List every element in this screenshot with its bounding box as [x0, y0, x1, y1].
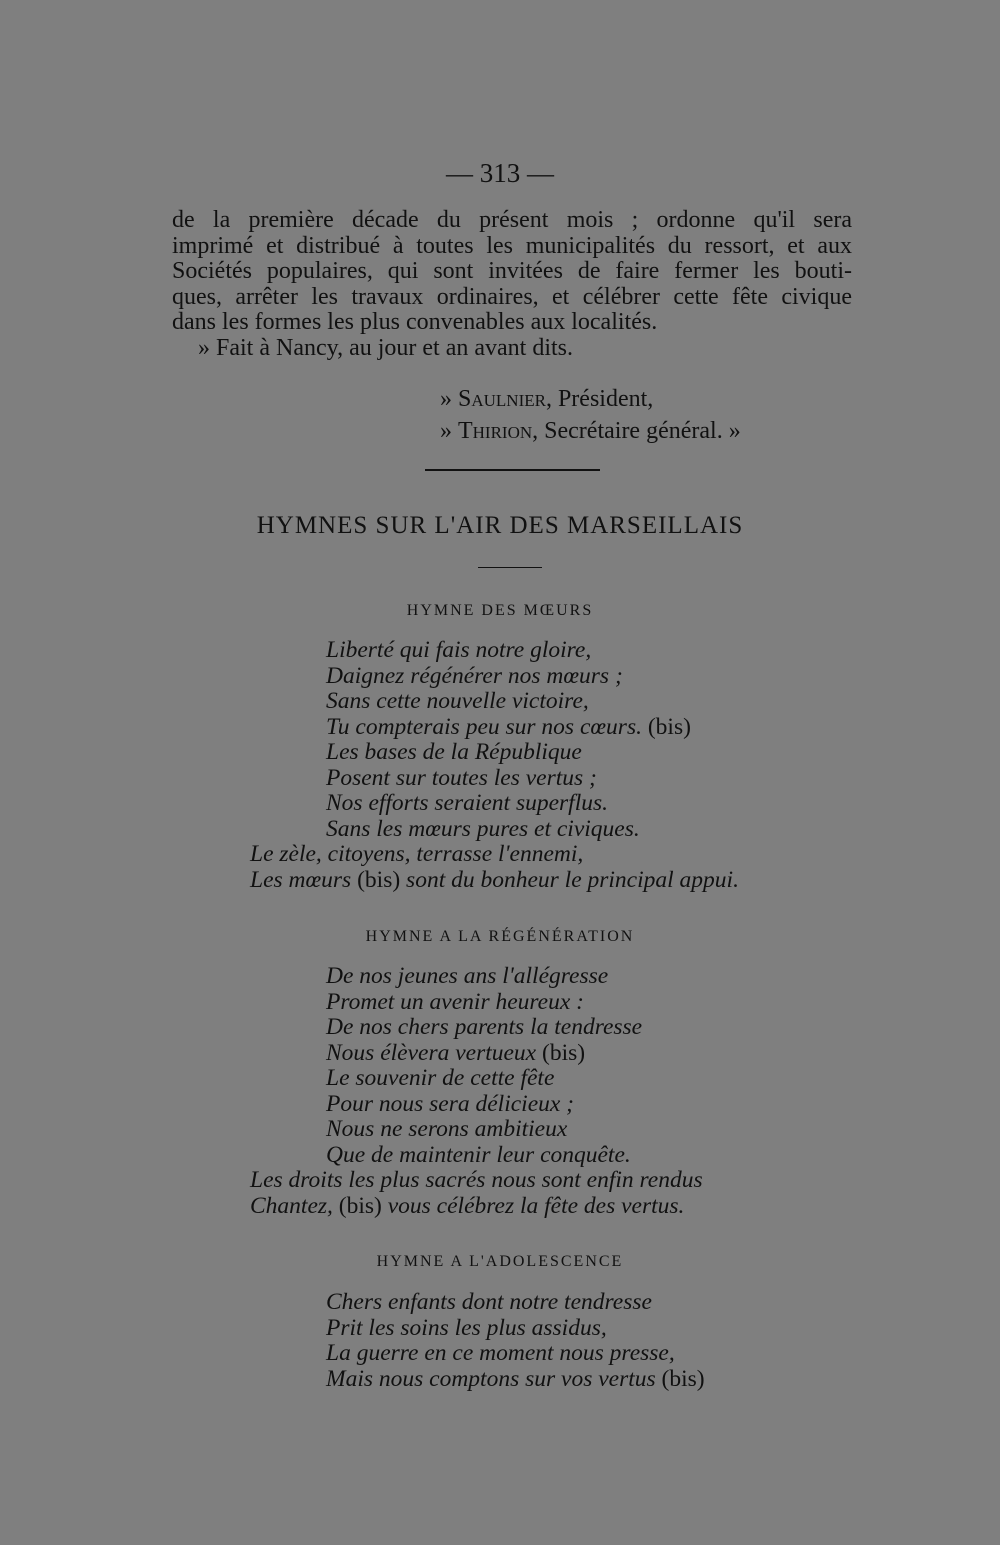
prose-line: Sociétés populaires, qui sont invitées de faire fermer les bouti-: [172, 258, 852, 284]
verse-text: Mais nous comptons sur vos vertus: [326, 1365, 656, 1392]
hymn-verse: [326, 1290, 705, 1392]
signature-block: [440, 383, 741, 447]
bis-mark: (bis): [357, 866, 401, 893]
verse-text: De nos chers parents la tendresse: [326, 1014, 643, 1040]
signature-line: [440, 415, 741, 447]
verse-text: sont du bonheur le principal appui.: [400, 866, 739, 893]
verse-line: [326, 766, 739, 792]
verse-line: [326, 1367, 705, 1393]
verse-text: Pour nous sera délicieux ;: [326, 1090, 575, 1117]
verse-text: Sans cette nouvelle victoire,: [326, 688, 589, 714]
refrain-line: [250, 842, 739, 868]
verse-text: Prit les soins les plus assidus,: [326, 1314, 607, 1341]
decree-text: [172, 208, 852, 361]
verse-line: [326, 1316, 705, 1342]
prose-line: dans les formes les plus convenables aux localités.: [172, 309, 658, 335]
prose-line: de la première décade du présent mois ; ordonne qu'il sera: [172, 207, 852, 233]
bis-mark: (bis): [655, 1365, 705, 1392]
verse-text: La guerre en ce moment nous presse,: [326, 1340, 675, 1366]
verse-line: [326, 1015, 703, 1041]
refrain-line: [250, 1194, 703, 1220]
hymn-verse: [250, 963, 703, 1219]
verse-text: Nos efforts seraient superflus.: [326, 790, 609, 816]
verse-text: Chantez,: [250, 1192, 339, 1219]
verse-line: [326, 1117, 703, 1143]
hymn-title: HYMNE A L'ADOLESCENCE: [376, 1253, 624, 1270]
page-number: — 313 —: [446, 158, 554, 188]
signature-prefix: »: [440, 386, 458, 412]
verse-line: [326, 791, 739, 817]
verse-text: De nos jeunes ans l'allégresse: [326, 963, 609, 989]
verse-text: Chers enfants dont notre tendresse: [326, 1289, 652, 1315]
bis-mark: (bis): [641, 713, 691, 740]
hymn-title: HYMNE A LA RÉGÉNÉRATION: [365, 928, 635, 945]
verse-line: [326, 740, 739, 766]
signatory-name: Saulnier: [458, 386, 546, 412]
prose-line: ques, arrêter les travaux ordinaires, et célébrer cette fête civique: [172, 283, 852, 310]
verse-line: [326, 964, 703, 990]
verse-line: [326, 990, 703, 1016]
verse-line: [326, 1143, 703, 1169]
verse-line: [326, 664, 739, 690]
refrain-line: [250, 1168, 703, 1194]
verse-text: Que de maintenir leur conquête.: [326, 1141, 631, 1168]
verse-text: Nous ne serons ambitieux: [326, 1116, 568, 1142]
hymn-title: HYMNE DES MŒURS: [406, 602, 594, 619]
verse-line: [326, 1066, 703, 1092]
verse-text: Liberté qui fais notre gloire,: [326, 637, 592, 663]
signatory-name: Thirion: [458, 418, 533, 444]
signature-line: [440, 383, 741, 415]
verse-line: [326, 689, 739, 715]
verse-line: [326, 817, 739, 843]
signatory-role: , Secrétaire général. »: [532, 418, 741, 444]
verse-text: Daignez régénérer nos mœurs ;: [326, 662, 623, 689]
verse-text: Les bases de la République: [326, 739, 582, 765]
bis-mark: (bis): [338, 1192, 382, 1219]
prose-line: imprimé et distribué à toutes les municipalités du ressort, et aux: [172, 232, 852, 259]
signatory-role: , Président,: [545, 386, 654, 412]
signature-prefix: »: [440, 418, 458, 444]
verse-line: [326, 1290, 705, 1316]
verse-text: Posent sur toutes les vertus ;: [326, 764, 597, 791]
verse-line: [326, 715, 739, 741]
verse-text: vous célébrez la fête des vertus.: [381, 1192, 685, 1219]
verse-text: Nous élèvera vertueux: [326, 1039, 537, 1066]
verse-text: Les droits les plus sacrés nous sont enfin rendus: [250, 1167, 703, 1193]
section-title: HYMNES SUR L'AIR DES MARSEILLAIS: [256, 512, 744, 539]
verse-text: Promet un avenir heureux :: [326, 988, 584, 1015]
verse-line: [326, 1041, 703, 1067]
hymn-verse: [250, 637, 739, 893]
verse-text: Le souvenir de cette fête: [326, 1065, 555, 1091]
title-divider: [478, 567, 542, 568]
verse-text: Tu compterais peu sur nos cœurs.: [326, 713, 642, 740]
refrain-line: [250, 868, 739, 894]
prose-line: » Fait à Nancy, au jour et an avant dits.: [198, 334, 573, 361]
bis-mark: (bis): [536, 1039, 586, 1066]
verse-text: Le zèle, citoyens, terrasse l'ennemi,: [250, 841, 584, 867]
section-divider: [425, 469, 600, 471]
verse-text: Les mœurs: [250, 866, 358, 893]
verse-text: Sans les mœurs pures et civiques.: [326, 815, 640, 842]
verse-line: [326, 638, 739, 664]
verse-line: [326, 1341, 705, 1367]
verse-line: [326, 1092, 703, 1118]
